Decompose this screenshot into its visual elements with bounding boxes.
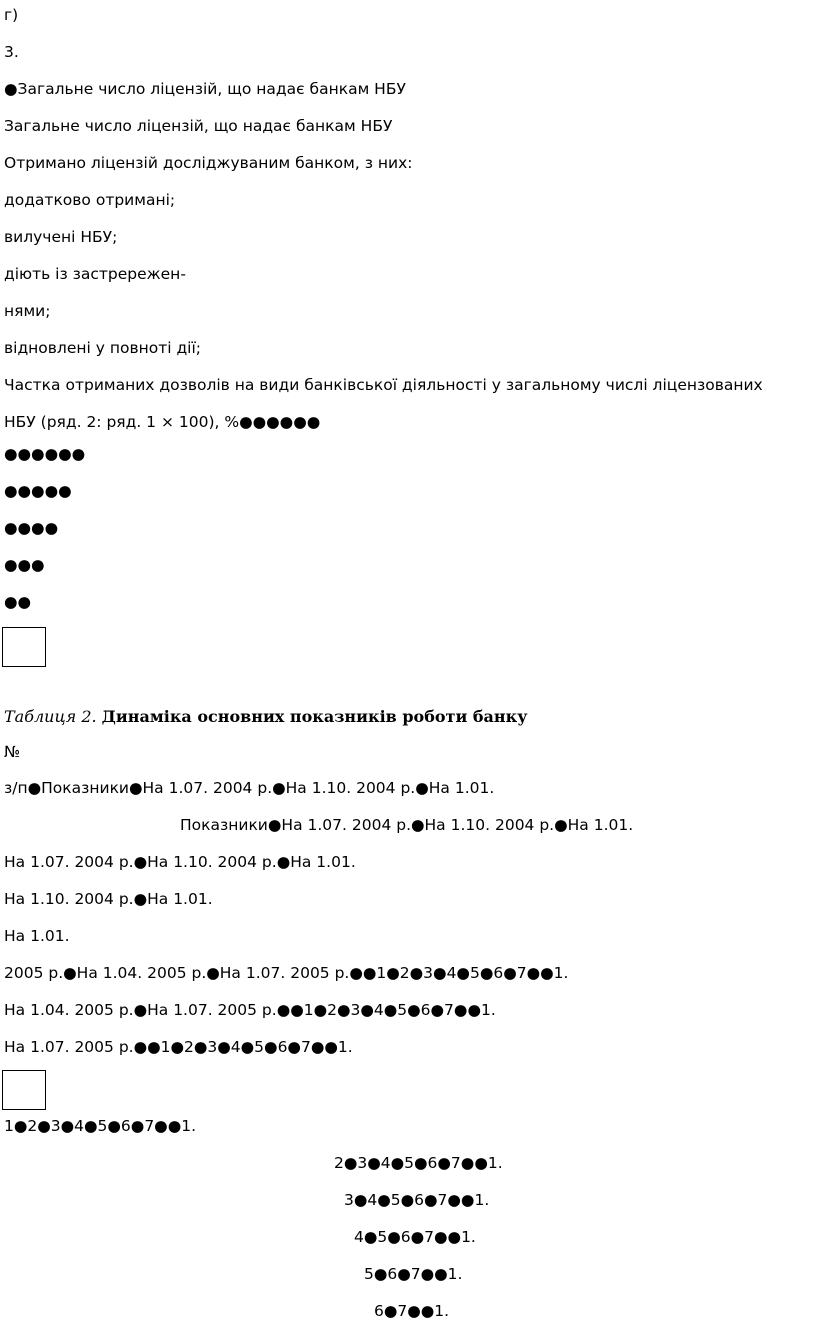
text-line: 2005 р.●На 1.04. 2005 р.●На 1.07. 2005 р.●●1●2●3●4●5●6●7●●1. <box>4 964 569 982</box>
empty-box <box>2 1070 46 1110</box>
text-line: ●Загальне число ліцензій, що надає банкам НБУ <box>4 80 406 98</box>
text-line: з/п●Показники●На 1.07. 2004 р.●На 1.10. 2004 р.●На 1.01. <box>4 779 495 797</box>
text-line: ●●● <box>4 556 45 574</box>
text-line: діють із застрережен- <box>4 265 186 283</box>
text-line: Отримано ліцензій досліджуваним банком, з них: <box>4 154 413 172</box>
text-line: Частка отриманих дозволів на види банківської діяльності у загальному числі ліцензованих <box>4 376 763 394</box>
text-line: 5●6●7●●1. <box>364 1265 463 1283</box>
text-line: 3. <box>4 43 19 61</box>
text-line: № <box>4 743 21 761</box>
text-line: На 1.01. <box>4 927 70 945</box>
text-line: ●●●●● <box>4 482 72 500</box>
table-caption <box>4 707 527 727</box>
table-caption-prefix: Таблиця 2. <box>4 707 97 726</box>
text-line: нями; <box>4 302 51 320</box>
text-line: ●● <box>4 593 32 611</box>
text-line: 4●5●6●7●●1. <box>354 1228 476 1246</box>
text-line: додатково отримані; <box>4 191 176 209</box>
text-line: відновлені у повноті дії; <box>4 339 202 357</box>
text-line: На 1.07. 2005 р.●●1●2●3●4●5●6●7●●1. <box>4 1038 353 1056</box>
text-line: На 1.07. 2004 р.●На 1.10. 2004 р.●На 1.01. <box>4 853 356 871</box>
text-line: 1●2●3●4●5●6●7●●1. <box>4 1117 197 1135</box>
text-line: 3●4●5●6●7●●1. <box>344 1191 490 1209</box>
text-line: вилучені НБУ; <box>4 228 118 246</box>
table-caption-title: Динаміка основних показників роботи банку <box>101 707 528 726</box>
text-line: ●●●●●● <box>4 445 86 463</box>
text-line: Показники●На 1.07. 2004 р.●На 1.10. 2004 р.●На 1.01. <box>180 816 634 834</box>
text-line: Загальне число ліцензій, що надає банкам НБУ <box>4 117 393 135</box>
text-line: 2●3●4●5●6●7●●1. <box>334 1154 503 1172</box>
text-line: г) <box>4 6 19 24</box>
empty-box <box>2 627 46 667</box>
text-line: 6●7●●1. <box>374 1302 450 1320</box>
text-line: На 1.04. 2005 р.●На 1.07. 2005 р.●●1●2●3●4●5●6●7●●1. <box>4 1001 496 1019</box>
text-line: На 1.10. 2004 р.●На 1.01. <box>4 890 213 908</box>
text-line: НБУ (ряд. 2: ряд. 1 × 100), %●●●●●● <box>4 413 321 431</box>
text-line: ●●●● <box>4 519 59 537</box>
